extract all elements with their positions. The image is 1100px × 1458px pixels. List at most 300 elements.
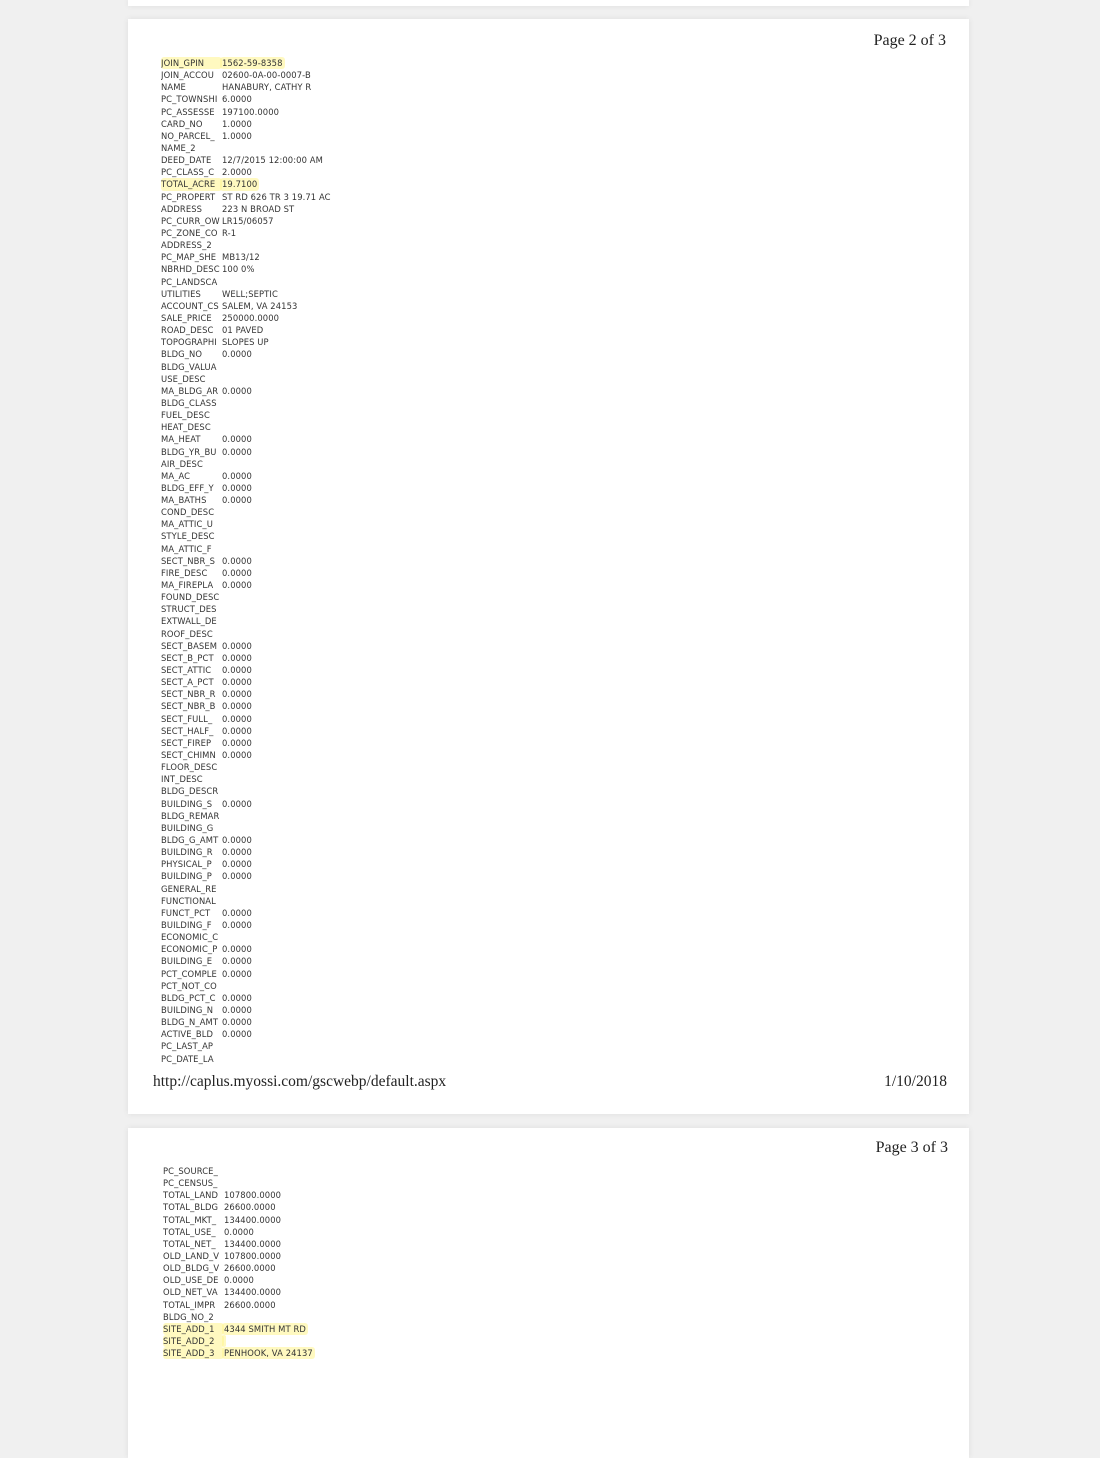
field-value: 250000.0000 xyxy=(222,312,280,323)
field-value: 1.0000 xyxy=(222,118,252,129)
field-name: MA_ATTIC_U xyxy=(161,519,213,530)
field-value: WELL;SEPTIC xyxy=(222,288,278,299)
field-row xyxy=(161,919,333,931)
field-name: CARD_NO xyxy=(161,118,203,129)
field-name: BLDG_YR_BU xyxy=(161,446,217,457)
field-row xyxy=(161,846,333,858)
field-name: MA_HEAT xyxy=(161,434,201,445)
document-page-3 xyxy=(128,1128,969,1458)
field-value: 0.0000 xyxy=(222,482,252,493)
field-name: ACTIVE_BLD xyxy=(161,1029,214,1040)
field-row xyxy=(161,81,333,93)
field-value: 0.0000 xyxy=(222,446,252,457)
field-name: BLDG_EFF_Y xyxy=(161,482,214,493)
field-value xyxy=(220,980,224,992)
field-row xyxy=(161,312,333,324)
field-value: 223 N BROAD ST xyxy=(222,203,295,214)
field-row xyxy=(163,1226,315,1238)
field-name: PC_PROPERT xyxy=(161,191,216,202)
field-name: SECT_NBR_S xyxy=(161,555,216,566)
field-row xyxy=(161,239,333,251)
field-name: PC_CLASS_C xyxy=(161,167,215,178)
field-name: FUNCTIONAL xyxy=(161,895,216,906)
field-row xyxy=(161,118,333,130)
field-row xyxy=(161,1053,333,1065)
field-value: 0.0000 xyxy=(222,956,252,967)
field-value: 0.0000 xyxy=(222,434,252,445)
field-name: PCT_COMPLE xyxy=(161,968,217,979)
field-value: 0.0000 xyxy=(222,1004,252,1015)
field-row xyxy=(161,992,333,1004)
field-name: EXTWALL_DE xyxy=(161,616,217,627)
field-value: 0.0000 xyxy=(222,652,252,663)
field-row xyxy=(161,579,333,591)
field-row xyxy=(161,288,333,300)
field-value xyxy=(220,1053,224,1065)
field-row xyxy=(161,336,333,348)
field-row xyxy=(161,615,333,627)
field-value xyxy=(220,895,224,907)
field-row xyxy=(161,664,333,676)
field-name: SECT_FULL_ xyxy=(161,713,213,724)
field-row xyxy=(161,955,333,967)
field-value xyxy=(220,530,224,542)
field-name: AIR_DESC xyxy=(161,458,203,469)
field-name: ACCOUNT_CS xyxy=(161,300,219,311)
field-name: JOIN_GPIN xyxy=(161,57,222,69)
field-value: 0.0000 xyxy=(222,701,252,712)
field-name: SITE_ADD_1 xyxy=(163,1323,224,1335)
field-row xyxy=(163,1189,315,1201)
field-value: 0.0000 xyxy=(222,725,252,736)
field-row xyxy=(161,446,333,458)
field-value: 0.0000 xyxy=(222,919,252,930)
field-row xyxy=(163,1335,315,1347)
field-value: SLOPES UP xyxy=(222,337,269,348)
field-row xyxy=(161,397,333,409)
field-row xyxy=(161,93,333,105)
field-name: COND_DESC xyxy=(161,507,215,518)
field-value xyxy=(220,615,224,627)
field-value: 0.0000 xyxy=(222,385,252,396)
field-name: SECT_HALF_ xyxy=(161,725,214,736)
field-name: SITE_ADD_3 xyxy=(163,1347,224,1359)
field-row xyxy=(163,1347,315,1359)
field-name: SECT_CHIMN xyxy=(161,750,216,761)
field-value: PENHOOK, VA 24137 xyxy=(224,1348,313,1359)
field-value: 0.0000 xyxy=(222,470,252,481)
field-row xyxy=(161,773,333,785)
field-row xyxy=(161,858,333,870)
field-row xyxy=(161,385,333,397)
field-row xyxy=(161,761,333,773)
field-name: PC_CURR_OW xyxy=(161,215,220,226)
field-row xyxy=(161,251,333,263)
field-value: 01 PAVED xyxy=(222,325,264,336)
field-name: TOTAL_IMPR xyxy=(163,1299,216,1310)
field-name: JOIN_ACCOU xyxy=(161,70,214,81)
field-name: ECONOMIC_P xyxy=(161,944,218,955)
field-name: STYLE_DESC xyxy=(161,531,215,542)
field-name: USE_DESC xyxy=(161,373,206,384)
field-name: TOTAL_USE_ xyxy=(163,1226,216,1237)
field-name: TOPOGRAPHI xyxy=(161,337,217,348)
field-name: BLDG_NO xyxy=(161,349,203,360)
field-value: 0.0000 xyxy=(222,944,252,955)
field-name: BLDG_N_AMT xyxy=(161,1017,219,1028)
field-value: 12/7/2015 12:00:00 AM xyxy=(222,155,323,166)
field-name: OLD_BLDG_V xyxy=(163,1263,220,1274)
field-value xyxy=(222,1165,226,1177)
field-value: 6.0000 xyxy=(222,94,252,105)
field-name: SECT_NBR_B xyxy=(161,701,216,712)
field-value xyxy=(220,421,224,433)
document-page-2 xyxy=(128,19,969,1114)
field-row xyxy=(161,166,333,178)
field-name: PC_LAST_AP xyxy=(161,1041,214,1052)
field-row xyxy=(161,834,333,846)
field-list xyxy=(163,1165,315,1359)
field-name: NO_PARCEL_ xyxy=(161,130,215,141)
field-row xyxy=(161,106,333,118)
page-number-label: Page 3 of 3 xyxy=(875,1139,948,1156)
field-value xyxy=(220,591,224,603)
field-name: BLDG_DESCR xyxy=(161,786,219,797)
field-name: PC_MAP_SHE xyxy=(161,252,217,263)
field-name: FLOOR_DESC xyxy=(161,762,218,773)
field-row xyxy=(161,276,333,288)
field-name: PC_DATE_LA xyxy=(161,1053,214,1064)
field-value xyxy=(222,1177,226,1189)
field-value: 26600.0000 xyxy=(224,1263,276,1274)
field-value: 107800.0000 xyxy=(224,1190,282,1201)
field-value xyxy=(220,1040,224,1052)
field-row xyxy=(161,968,333,980)
field-value: 1.0000 xyxy=(222,130,252,141)
field-name: SALE_PRICE xyxy=(161,312,212,323)
field-row xyxy=(161,409,333,421)
field-name: MA_FIREPLA xyxy=(161,580,214,591)
footer-date: 1/10/2018 xyxy=(884,1073,947,1090)
field-row xyxy=(161,567,333,579)
field-value: 107800.0000 xyxy=(224,1250,282,1261)
field-row xyxy=(161,688,333,700)
field-row xyxy=(161,348,333,360)
field-value: 0.0000 xyxy=(222,968,252,979)
field-name: PC_TOWNSHI xyxy=(161,94,218,105)
field-name: BLDG_REMAR xyxy=(161,810,220,821)
field-row xyxy=(161,628,333,640)
field-value xyxy=(220,628,224,640)
field-name: FUNCT_PCT xyxy=(161,907,211,918)
field-value: 0.0000 xyxy=(222,555,252,566)
field-value: 26600.0000 xyxy=(224,1299,276,1310)
field-row xyxy=(161,798,333,810)
field-row xyxy=(161,907,333,919)
field-value: HANABURY, CATHY R xyxy=(222,82,312,93)
field-name: ECONOMIC_C xyxy=(161,932,219,943)
field-value: 0.0000 xyxy=(222,871,252,882)
field-row xyxy=(161,130,333,142)
field-value xyxy=(220,239,224,251)
field-name: FOUND_DESC xyxy=(161,592,220,603)
field-value: 0.0000 xyxy=(222,640,252,651)
field-name: MA_BLDG_AR xyxy=(161,385,219,396)
field-name: HEAT_DESC xyxy=(161,422,211,433)
field-value: 0.0000 xyxy=(222,1017,252,1028)
field-value: ST RD 626 TR 3 19.71 AC xyxy=(222,191,331,202)
field-name: ADDRESS_2 xyxy=(161,240,212,251)
field-value: 0.0000 xyxy=(222,689,252,700)
field-list xyxy=(161,57,333,1065)
field-row xyxy=(163,1299,315,1311)
field-row xyxy=(163,1311,315,1323)
field-row xyxy=(161,142,333,154)
field-name: BUILDING_E xyxy=(161,956,213,967)
field-row xyxy=(161,458,333,470)
field-name: PCT_NOT_CO xyxy=(161,980,217,991)
field-value: 0.0000 xyxy=(222,907,252,918)
field-row xyxy=(163,1286,315,1298)
field-row xyxy=(161,737,333,749)
field-row xyxy=(163,1323,315,1335)
field-name: MA_ATTIC_F xyxy=(161,543,212,554)
field-row xyxy=(161,785,333,797)
field-row xyxy=(163,1201,315,1213)
field-value: 0.0000 xyxy=(224,1226,254,1237)
field-name: MA_BATHS xyxy=(161,495,207,506)
field-row xyxy=(161,494,333,506)
field-name: SECT_A_PCT xyxy=(161,677,214,688)
field-row xyxy=(161,518,333,530)
field-row xyxy=(161,713,333,725)
field-name: MA_AC xyxy=(161,470,191,481)
field-row xyxy=(163,1177,315,1189)
field-value xyxy=(220,603,224,615)
field-name: OLD_LAND_V xyxy=(163,1250,220,1261)
field-row xyxy=(161,603,333,615)
field-name: TOTAL_BLDG xyxy=(163,1202,219,1213)
field-row xyxy=(161,725,333,737)
field-value: 0.0000 xyxy=(222,859,252,870)
field-name: NAME_2 xyxy=(161,142,196,153)
field-name: TOTAL_NET_ xyxy=(163,1238,216,1249)
field-value xyxy=(220,773,224,785)
field-value xyxy=(222,1335,226,1347)
field-row xyxy=(161,470,333,482)
field-value: MB13/12 xyxy=(222,252,260,263)
field-row xyxy=(161,178,333,190)
field-value: 0.0000 xyxy=(222,835,252,845)
field-value: SALEM, VA 24153 xyxy=(222,300,298,311)
field-name: STRUCT_DES xyxy=(161,604,217,615)
field-row xyxy=(161,640,333,652)
field-name: FIRE_DESC xyxy=(161,567,208,578)
field-row xyxy=(161,506,333,518)
field-name: BUILDING_S xyxy=(161,798,213,809)
field-row xyxy=(161,227,333,239)
field-name: BUILDING_N xyxy=(161,1004,214,1015)
field-row xyxy=(161,943,333,955)
field-name: BLDG_PCT_C xyxy=(161,992,216,1003)
field-value xyxy=(220,373,224,385)
footer-url: http://caplus.myossi.com/gscwebp/default.aspx xyxy=(153,1073,447,1090)
field-value: 0.0000 xyxy=(222,580,252,591)
field-name: BUILDING_F xyxy=(161,919,212,930)
field-row xyxy=(161,421,333,433)
field-row xyxy=(161,373,333,385)
field-name: OLD_USE_DE xyxy=(163,1275,219,1286)
field-value: 100 0% xyxy=(222,264,255,275)
field-name: PC_SOURCE_ xyxy=(163,1166,218,1176)
field-value: 0.0000 xyxy=(222,737,252,748)
field-row xyxy=(161,543,333,555)
field-value xyxy=(220,543,224,555)
field-value: 0.0000 xyxy=(222,665,252,676)
field-name: TOTAL_ACRE xyxy=(161,178,222,190)
field-row xyxy=(163,1165,315,1177)
field-name: BLDG_NO_2 xyxy=(163,1311,214,1322)
field-row xyxy=(161,555,333,567)
field-row xyxy=(161,433,333,445)
field-value: 1562-59-8358 xyxy=(222,58,283,68)
field-row xyxy=(163,1262,315,1274)
field-value xyxy=(220,761,224,773)
field-value xyxy=(220,785,224,797)
field-value: 19.7100 xyxy=(222,179,258,190)
field-value xyxy=(220,397,224,409)
field-row xyxy=(161,810,333,822)
field-name: SECT_NBR_R xyxy=(161,689,216,700)
field-row xyxy=(161,700,333,712)
field-name: TOTAL_LAND xyxy=(163,1190,219,1201)
field-row xyxy=(161,324,333,336)
field-value: R-1 xyxy=(222,227,237,238)
field-name: PC_CENSUS_ xyxy=(163,1178,218,1189)
field-name: SECT_FIREP xyxy=(161,737,212,748)
field-value: LR15/06057 xyxy=(222,215,274,226)
field-value xyxy=(220,518,224,530)
field-value: 0.0000 xyxy=(222,677,252,688)
field-row xyxy=(161,883,333,895)
field-value: 0.0000 xyxy=(222,798,252,809)
field-value: 134400.0000 xyxy=(224,1287,282,1298)
field-name: UTILITIES xyxy=(161,288,201,299)
field-name: BUILDING_R xyxy=(161,847,213,858)
field-value: 26600.0000 xyxy=(224,1202,276,1213)
field-row xyxy=(161,191,333,203)
field-name: SECT_B_PCT xyxy=(161,652,214,663)
field-name: BLDG_CLASS xyxy=(161,397,217,408)
field-value xyxy=(220,458,224,470)
field-row xyxy=(161,822,333,834)
field-value: 0.0000 xyxy=(222,713,252,724)
field-row xyxy=(163,1250,315,1262)
field-row xyxy=(161,154,333,166)
field-row xyxy=(161,895,333,907)
field-row xyxy=(161,870,333,882)
field-name: PC_ASSESSE xyxy=(161,106,215,117)
field-name: BUILDING_G xyxy=(161,822,214,833)
field-name: PHYSICAL_P xyxy=(161,859,212,870)
field-value xyxy=(220,142,224,154)
field-name: NBRHD_DESC xyxy=(161,264,220,275)
field-row xyxy=(163,1214,315,1226)
field-row xyxy=(161,203,333,215)
field-row xyxy=(161,591,333,603)
field-value xyxy=(220,276,224,288)
field-row xyxy=(161,1004,333,1016)
field-row xyxy=(161,931,333,943)
field-row xyxy=(163,1274,315,1286)
field-name: BLDG_G_AMT xyxy=(161,835,219,845)
field-value: 0.0000 xyxy=(224,1275,254,1286)
field-value xyxy=(220,409,224,421)
field-value: 0.0000 xyxy=(222,495,252,506)
field-row xyxy=(161,69,333,81)
field-row xyxy=(161,1016,333,1028)
field-value: 02600-0A-00-0007-B xyxy=(222,70,311,81)
field-name: SECT_ATTIC xyxy=(161,665,212,676)
field-name: FUEL_DESC xyxy=(161,410,210,421)
field-value xyxy=(220,506,224,518)
field-row xyxy=(161,1028,333,1040)
field-name: ROOF_DESC xyxy=(161,628,213,639)
field-name: DEED_DATE xyxy=(161,155,212,166)
field-row xyxy=(161,57,333,69)
field-row xyxy=(163,1238,315,1250)
field-value xyxy=(222,1311,226,1323)
field-value: 197100.0000 xyxy=(222,106,280,117)
field-row xyxy=(161,530,333,542)
field-value: 134400.0000 xyxy=(224,1214,282,1225)
field-value xyxy=(220,883,224,895)
field-name: SECT_BASEM xyxy=(161,640,218,651)
field-value: 134400.0000 xyxy=(224,1238,282,1249)
field-value: 0.0000 xyxy=(222,349,252,360)
field-name: SITE_ADD_2 xyxy=(163,1335,224,1347)
field-value xyxy=(220,361,224,373)
field-value: 0.0000 xyxy=(222,847,252,858)
field-row xyxy=(161,749,333,761)
field-name: INT_DESC xyxy=(161,774,203,785)
field-value: 2.0000 xyxy=(222,167,252,178)
field-row xyxy=(161,980,333,992)
page-number-label: Page 2 of 3 xyxy=(873,32,946,49)
field-name: GENERAL_RE xyxy=(161,883,217,894)
field-name: NAME xyxy=(161,82,186,93)
field-name: ADDRESS xyxy=(161,203,203,214)
field-value xyxy=(220,822,224,834)
field-name: ROAD_DESC xyxy=(161,325,214,336)
field-value: 0.0000 xyxy=(222,992,252,1003)
field-row xyxy=(161,652,333,664)
field-row xyxy=(161,482,333,494)
field-row xyxy=(161,1040,333,1052)
field-value: 0.0000 xyxy=(222,750,252,761)
field-value: 0.0000 xyxy=(222,567,252,578)
field-name: BUILDING_P xyxy=(161,871,212,882)
field-row xyxy=(161,361,333,373)
field-value: 4344 SMITH MT RD xyxy=(224,1323,306,1334)
field-value xyxy=(220,931,224,943)
field-name: PC_ZONE_CO xyxy=(161,227,218,238)
field-name: PC_LANDSCA xyxy=(161,276,218,287)
field-name: OLD_NET_VA xyxy=(163,1287,218,1298)
field-name: BLDG_VALUA xyxy=(161,361,217,372)
field-row xyxy=(161,215,333,227)
field-row xyxy=(161,676,333,688)
